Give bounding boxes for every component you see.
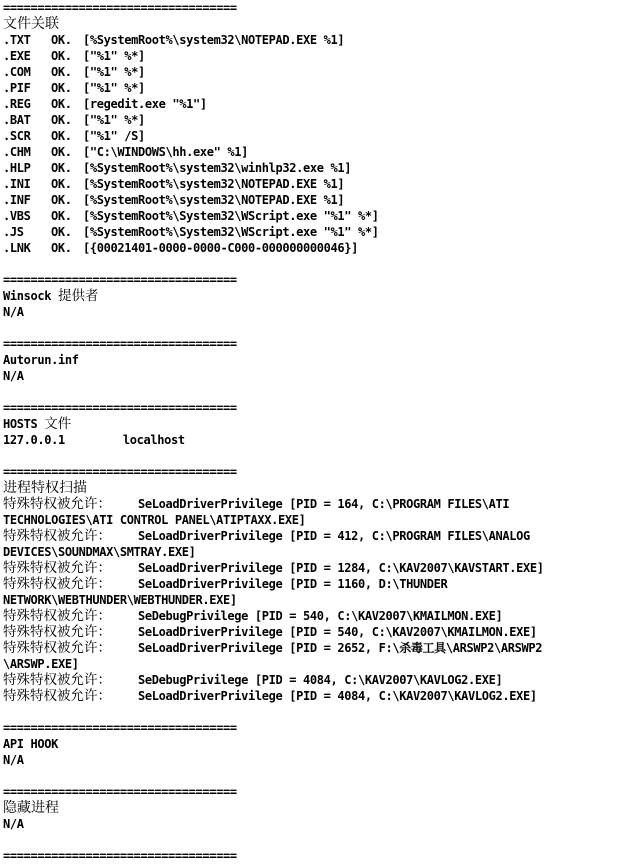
file-ext: .INI	[3, 177, 31, 191]
privilege-label: 特殊特权被允许：	[3, 576, 111, 592]
assoc-status: OK.	[51, 129, 72, 143]
hidden-proc-value: N/A	[3, 817, 24, 831]
file-ext: .PIF	[3, 81, 31, 95]
assoc-status: OK.	[51, 225, 72, 239]
assoc-status: OK.	[51, 97, 72, 111]
assoc-command: ["%1" %*]	[83, 49, 145, 63]
assoc-command: [regedit.exe "%1"]	[83, 97, 207, 111]
file-assoc-row	[3, 176, 635, 192]
privilege-label: 特殊特权被允许：	[3, 640, 111, 656]
separator: ==================================	[3, 273, 237, 287]
privilege-detail: SeLoadDriverPrivilege [PID = 2652, F:\杀毒工具\ARSWP2\ARSWP2	[138, 641, 543, 655]
privilege-detail: SeLoadDriverPrivilege [PID = 4084, C:\KAV2007\KAVLOG2.EXE]	[138, 689, 537, 703]
privilege-row	[3, 592, 635, 608]
assoc-status: OK.	[51, 65, 72, 79]
privilege-detail: DEVICES\SOUNDMAX\SMTRAY.EXE]	[3, 545, 196, 559]
blank-line	[3, 320, 635, 336]
file-ext: .REG	[3, 97, 31, 111]
winsock-heading	[3, 288, 635, 304]
assoc-command: [%SystemRoot%\system32\NOTEPAD.EXE %1]	[83, 33, 345, 47]
separator: ==================================	[3, 465, 237, 479]
privilege-label: 特殊特权被允许：	[3, 560, 111, 576]
privilege-label: 特殊特权被允许：	[3, 496, 111, 512]
privilege-row	[3, 576, 635, 592]
hosts-heading-cn: 文件	[44, 416, 72, 432]
winsock-heading-latin: Winsock	[3, 289, 58, 303]
file-ext: .EXE	[3, 49, 31, 63]
assoc-status: OK.	[51, 241, 72, 255]
privilege-detail: TECHNOLOGIES\ATI CONTROL PANEL\ATIPTAXX.EXE]	[3, 513, 306, 527]
privilege-row	[3, 688, 635, 704]
assoc-command: ["%1" %*]	[83, 113, 145, 127]
file-assoc-row	[3, 208, 635, 224]
hosts-heading-latin: HOSTS	[3, 417, 45, 431]
winsock-value: N/A	[3, 305, 24, 319]
privilege-detail: SeLoadDriverPrivilege [PID = 540, C:\KAV2007\KMAILMON.EXE]	[138, 625, 537, 639]
winsock-heading-cn: 提供者	[58, 288, 99, 304]
report-document	[3, 0, 635, 864]
separator: ==================================	[3, 337, 237, 351]
file-assoc-row	[3, 240, 635, 256]
file-ext: .INF	[3, 193, 31, 207]
privilege-row	[3, 528, 635, 544]
privilege-detail: SeDebugPrivilege [PID = 540, C:\KAV2007\KMAILMON.EXE]	[138, 609, 503, 623]
privilege-detail: SeLoadDriverPrivilege [PID = 1284, C:\KAV2007\KAVSTART.EXE]	[138, 561, 544, 575]
hosts-heading	[3, 416, 635, 432]
file-ext: .SCR	[3, 129, 31, 143]
assoc-status: OK.	[51, 81, 72, 95]
assoc-status: OK.	[51, 209, 72, 223]
separator: ==================================	[3, 849, 237, 863]
file-assoc-row	[3, 224, 635, 240]
blank-line	[3, 256, 635, 272]
privileges-list	[3, 496, 635, 704]
separator: ==================================	[3, 1, 237, 15]
blank-line	[3, 704, 635, 720]
assoc-command: [%SystemRoot%\system32\NOTEPAD.EXE %1]	[83, 177, 345, 191]
api-hook-value: N/A	[3, 753, 24, 767]
privilege-detail: \ARSWP.EXE]	[3, 657, 79, 671]
file-assoc-row	[3, 128, 635, 144]
assoc-status: OK.	[51, 113, 72, 127]
file-assoc-row	[3, 144, 635, 160]
file-assoc-row	[3, 64, 635, 80]
file-ext: .HLP	[3, 161, 31, 175]
assoc-command: [%SystemRoot%\system32\winhlp32.exe %1]	[83, 161, 352, 175]
blank-line	[3, 448, 635, 464]
blank-line	[3, 832, 635, 848]
assoc-command: ["C:\WINDOWS\hh.exe" %1]	[83, 145, 248, 159]
assoc-status: OK.	[51, 161, 72, 175]
api-hook-heading: API HOOK	[3, 737, 58, 751]
file-assoc-list	[3, 32, 635, 256]
file-ext: .TXT	[3, 33, 31, 47]
privilege-detail: SeDebugPrivilege [PID = 4084, C:\KAV2007\KAVLOG2.EXE]	[138, 673, 503, 687]
privileges-heading: 进程特权扫描	[3, 480, 87, 496]
file-ext: .VBS	[3, 209, 31, 223]
privilege-detail: NETWORK\WEBTHUNDER\WEBTHUNDER.EXE]	[3, 593, 237, 607]
privilege-detail: SeLoadDriverPrivilege [PID = 412, C:\PROGRAM FILES\ANALOG	[138, 529, 530, 543]
privilege-row	[3, 560, 635, 576]
file-assoc-row	[3, 192, 635, 208]
file-ext: .COM	[3, 65, 31, 79]
file-assoc-row	[3, 32, 635, 48]
assoc-command: [%SystemRoot%\system32\NOTEPAD.EXE %1]	[83, 193, 345, 207]
hosts-name: localhost	[122, 433, 185, 447]
file-ext: .BAT	[3, 113, 31, 127]
autorun-value: N/A	[3, 369, 24, 383]
assoc-command: [%SystemRoot%\System32\WScript.exe "%1" %*]	[83, 225, 379, 239]
privilege-label: 特殊特权被允许：	[3, 672, 111, 688]
assoc-status: OK.	[51, 145, 72, 159]
file-ext: .CHM	[3, 145, 31, 159]
assoc-command: [{00021401-0000-0000-C000-000000000046}]	[83, 241, 358, 255]
assoc-command: [%SystemRoot%\System32\WScript.exe "%1" %*]	[83, 209, 379, 223]
privilege-row	[3, 624, 635, 640]
privilege-row	[3, 656, 635, 672]
separator: ==================================	[3, 785, 237, 799]
privilege-label: 特殊特权被允许：	[3, 688, 111, 704]
privilege-detail: SeLoadDriverPrivilege [PID = 164, C:\PROGRAM FILES\ATI	[138, 497, 510, 511]
file-assoc-row	[3, 160, 635, 176]
file-assoc-heading: 文件关联	[3, 16, 59, 32]
file-assoc-row	[3, 48, 635, 64]
assoc-command: ["%1" %*]	[83, 81, 145, 95]
privilege-label: 特殊特权被允许：	[3, 528, 111, 544]
assoc-command: ["%1" /S]	[83, 129, 145, 143]
privilege-detail: SeLoadDriverPrivilege [PID = 1160, D:\THUNDER	[138, 577, 448, 591]
privilege-row	[3, 640, 635, 656]
privilege-row	[3, 608, 635, 624]
file-assoc-row	[3, 112, 635, 128]
blank-line	[3, 384, 635, 400]
assoc-status: OK.	[51, 193, 72, 207]
file-assoc-row	[3, 80, 635, 96]
assoc-status: OK.	[51, 177, 72, 191]
privilege-row	[3, 544, 635, 560]
hosts-entry	[3, 432, 635, 448]
file-assoc-row	[3, 96, 635, 112]
assoc-status: OK.	[51, 33, 72, 47]
privilege-row	[3, 672, 635, 688]
privilege-label: 特殊特权被允许：	[3, 608, 111, 624]
assoc-command: ["%1" %*]	[83, 65, 145, 79]
autorun-heading: Autorun.inf	[3, 353, 79, 367]
privilege-row	[3, 496, 635, 512]
blank-line	[3, 768, 635, 784]
privilege-label: 特殊特权被允许：	[3, 624, 111, 640]
hosts-ip: 127.0.0.1	[3, 433, 65, 447]
hidden-proc-heading: 隐藏进程	[3, 800, 59, 816]
separator: ==================================	[3, 401, 237, 415]
assoc-status: OK.	[51, 49, 72, 63]
file-ext: .JS	[3, 225, 31, 239]
separator: ==================================	[3, 721, 237, 735]
privilege-row	[3, 512, 635, 528]
file-ext: .LNK	[3, 241, 31, 255]
